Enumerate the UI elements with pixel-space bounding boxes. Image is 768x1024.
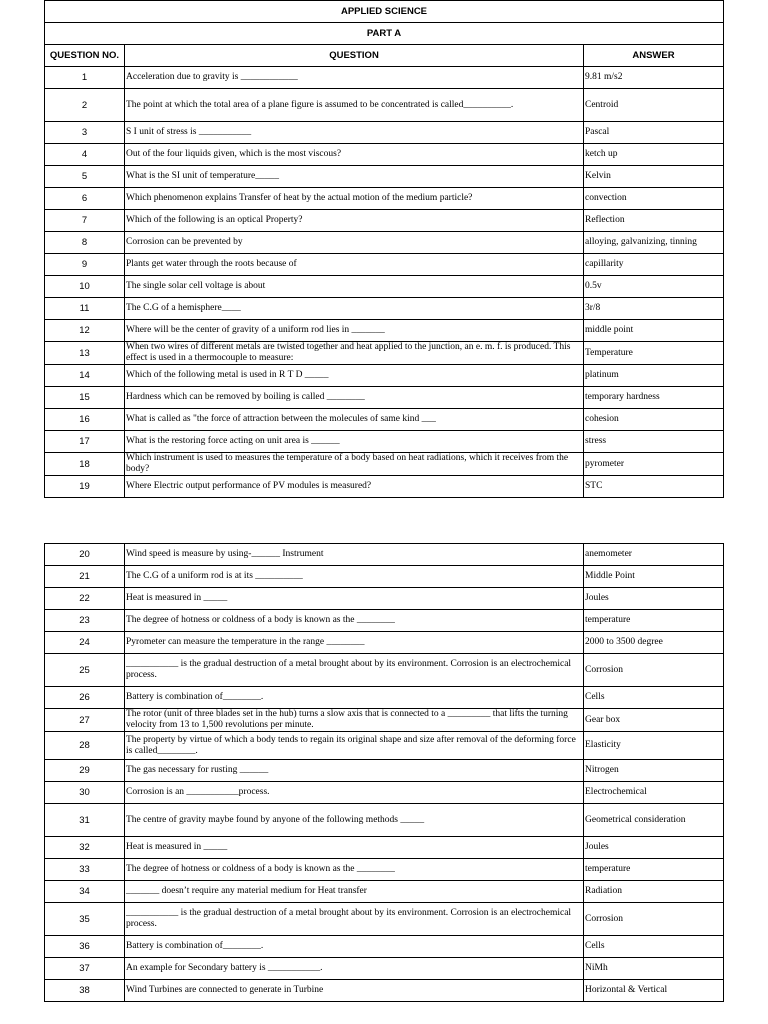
question-row [45,320,724,342]
header-answer: ANSWER [584,45,724,67]
question-text: The property by virtue of which a body tends to regain its original shape and size after removal of the deforming force is called________. [125,732,584,760]
part-label: PART A [45,23,724,45]
answer-text: Gear box [584,709,724,732]
question-row [45,476,724,498]
question-number: 23 [45,610,125,632]
question-row [45,254,724,276]
answer-text: Kelvin [584,166,724,188]
part-row [45,23,724,45]
question-text: The degree of hotness or coldness of a body is known as the ________ [125,610,584,632]
answer-text: Centroid [584,89,724,122]
question-number: 14 [45,365,125,387]
question-row [45,837,724,859]
question-row [45,232,724,254]
question-number: 19 [45,476,125,498]
question-text: Corrosion can be prevented by [125,232,584,254]
question-text: Battery is combination of________. [125,687,584,709]
question-number: 3 [45,122,125,144]
answer-text: 0.5v [584,276,724,298]
answer-text: Middle Point [584,566,724,588]
question-row [45,365,724,387]
question-row [45,210,724,232]
question-text: What is called as "the force of attraction between the molecules of same kind ___ [125,409,584,431]
question-number: 5 [45,166,125,188]
answer-text: capillarity [584,254,724,276]
answer-text: temporary hardness [584,387,724,409]
question-number: 32 [45,837,125,859]
question-number: 22 [45,588,125,610]
question-text: _______ doesn’t require any material medium for Heat transfer [125,881,584,903]
question-row [45,610,724,632]
question-row [45,859,724,881]
answer-text: platinum [584,365,724,387]
question-number: 18 [45,453,125,476]
question-text: What is the restoring force acting on unit area is ______ [125,431,584,453]
question-number: 33 [45,859,125,881]
question-row [45,804,724,837]
question-text: Wind speed is measure by using-______ Instrument [125,544,584,566]
answer-text: convection [584,188,724,210]
question-text: Out of the four liquids given, which is the most viscous? [125,144,584,166]
answer-text: Nitrogen [584,760,724,782]
question-text: The point at which the total area of a plane figure is assumed to be concentrated is called__________. [125,89,584,122]
answer-text: Corrosion [584,903,724,936]
question-number: 31 [45,804,125,837]
answer-text: Radiation [584,881,724,903]
question-row [45,276,724,298]
question-number: 13 [45,342,125,365]
question-number: 11 [45,298,125,320]
question-row [45,958,724,980]
question-number: 37 [45,958,125,980]
question-number: 10 [45,276,125,298]
answer-text: NiMh [584,958,724,980]
question-row [45,166,724,188]
answer-text: Elasticity [584,732,724,760]
question-row [45,881,724,903]
question-row [45,588,724,610]
question-text: The single solar cell voltage is about [125,276,584,298]
question-row [45,980,724,1002]
header-question: QUESTION [125,45,584,67]
question-number: 1 [45,67,125,89]
question-row [45,342,724,365]
question-number: 12 [45,320,125,342]
answer-text: anemometer [584,544,724,566]
question-number: 29 [45,760,125,782]
answer-text: Temperature [584,342,724,365]
answer-text: middle point [584,320,724,342]
question-text: Pyrometer can measure the temperature in the range ________ [125,632,584,654]
question-row [45,453,724,476]
question-row [45,936,724,958]
question-row [45,122,724,144]
question-row [45,67,724,89]
question-text: Wind Turbines are connected to generate in Turbine [125,980,584,1002]
answer-text: cohesion [584,409,724,431]
question-number: 34 [45,881,125,903]
question-text: Which phenomenon explains Transfer of heat by the actual motion of the medium particle? [125,188,584,210]
question-number: 4 [45,144,125,166]
question-number: 20 [45,544,125,566]
question-text: What is the SI unit of temperature_____ [125,166,584,188]
question-text: The centre of gravity maybe found by anyone of the following methods _____ [125,804,584,837]
answer-text: pyrometer [584,453,724,476]
question-text: ___________ is the gradual destruction of a metal brought about by its environment. Corrosion is an electrochemical process. [125,654,584,687]
question-text: S I unit of stress is ___________ [125,122,584,144]
question-text: The gas necessary for rusting ______ [125,760,584,782]
question-number: 30 [45,782,125,804]
question-number: 17 [45,431,125,453]
question-number: 16 [45,409,125,431]
question-number: 38 [45,980,125,1002]
question-text: The degree of hotness or coldness of a body is known as the ________ [125,859,584,881]
question-row [45,687,724,709]
question-table-part-2 [44,543,724,1002]
question-number: 24 [45,632,125,654]
answer-text: alloying, galvanizing, tinning [584,232,724,254]
question-text: The rotor (unit of three blades set in the hub) turns a slow axis that is connected to a _________ that lifts the turning velocity from 13 to 1,500 revolutions per minute. [125,709,584,732]
question-number: 6 [45,188,125,210]
answer-text: 3r/8 [584,298,724,320]
answer-text: Geometrical consideration [584,804,724,837]
question-number: 15 [45,387,125,409]
question-text: Heat is measured in _____ [125,588,584,610]
question-row [45,409,724,431]
question-number: 2 [45,89,125,122]
question-text: Where Electric output performance of PV modules is measured? [125,476,584,498]
question-row [45,89,724,122]
answer-text: 9.81 m/s2 [584,67,724,89]
question-row [45,431,724,453]
answer-text: Horizontal & Vertical [584,980,724,1002]
answer-text: Pascal [584,122,724,144]
question-row [45,544,724,566]
question-row [45,298,724,320]
column-header-row [45,45,724,67]
question-row [45,144,724,166]
question-number: 21 [45,566,125,588]
question-number: 26 [45,687,125,709]
question-number: 25 [45,654,125,687]
question-text: Which of the following is an optical Property? [125,210,584,232]
question-text: Which instrument is used to measures the temperature of a body based on heat radiations, which it receives from the body? [125,453,584,476]
question-text: Heat is measured in _____ [125,837,584,859]
question-text: The C.G of a hemisphere____ [125,298,584,320]
question-text: The C.G of a uniform rod is at its __________ [125,566,584,588]
answer-text: temperature [584,610,724,632]
document-title: APPLIED SCIENCE [45,1,724,23]
question-text: ___________ is the gradual destruction of a metal brought about by its environment. Corrosion is an electrochemical process. [125,903,584,936]
answer-text: stress [584,431,724,453]
question-text: Battery is combination of________. [125,936,584,958]
question-number: 36 [45,936,125,958]
answer-text: ketch up [584,144,724,166]
question-number: 27 [45,709,125,732]
question-text: Where will be the center of gravity of a uniform rod lies in _______ [125,320,584,342]
question-text: Plants get water through the roots because of [125,254,584,276]
question-text: Acceleration due to gravity is ____________ [125,67,584,89]
answer-text: Joules [584,588,724,610]
question-row [45,654,724,687]
question-row [45,760,724,782]
answer-text: Reflection [584,210,724,232]
answer-text: Cells [584,936,724,958]
question-text: Corrosion is an ___________process. [125,782,584,804]
answer-text: STC [584,476,724,498]
question-row [45,709,724,732]
question-number: 7 [45,210,125,232]
answer-text: Cells [584,687,724,709]
question-row [45,732,724,760]
answer-text: 2000 to 3500 degree [584,632,724,654]
question-text: Hardness which can be removed by boiling is called ________ [125,387,584,409]
answer-text: Joules [584,837,724,859]
question-table-part-1 [44,0,724,498]
question-row [45,782,724,804]
question-text: When two wires of different metals are twisted together and heat applied to the junction, an e. m. f. is produced. This effect is used in a thermocouple to measure: [125,342,584,365]
question-row [45,632,724,654]
question-number: 35 [45,903,125,936]
answer-text: temperature [584,859,724,881]
question-text: An example for Secondary battery is ___________. [125,958,584,980]
answer-text: Corrosion [584,654,724,687]
question-row [45,387,724,409]
question-number: 28 [45,732,125,760]
question-row [45,566,724,588]
title-row [45,1,724,23]
question-row [45,903,724,936]
question-row [45,188,724,210]
answer-text: Electrochemical [584,782,724,804]
question-text: Which of the following metal is used in R T D _____ [125,365,584,387]
question-number: 8 [45,232,125,254]
header-question-no: QUESTION NO. [45,45,125,67]
question-number: 9 [45,254,125,276]
